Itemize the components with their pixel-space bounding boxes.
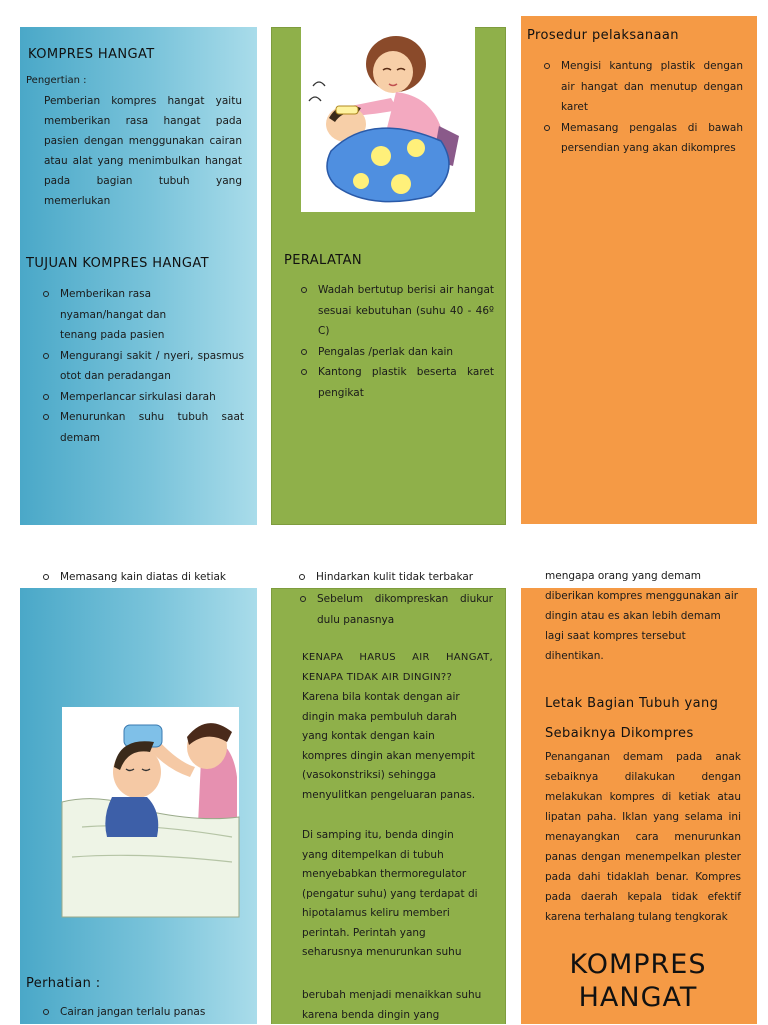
pengertian-text: Pemberian kompres hangat yaitu memberikan rasa hangat pada pasien dengan menggunakan cairan atau alat yang menimbulkan hangat pada bagian tubuh yang memerlukan [44,95,242,207]
list-item: Mengisi kantung plastik dengan air hangat dan menutup dengan karet [539,56,743,118]
reason-paragraph-3: berubah menjadi menaikkan suhu karena benda dingin yang [302,989,482,1021]
question-heading: KENAPA HARUS AIR HANGAT, KENAPA TIDAK AIR DINGIN?? [302,652,493,683]
big-title: KOMPRES HANGAT [569,949,707,1013]
peralatan-title: PERALATAN [284,253,363,268]
prosedur-title: Prosedur pelaksanaan [527,28,679,43]
letak-text: Penanganan demam pada anak sebaiknya dilakukan dengan melakukan kompres di ketiak atau lipatan paha. Iklan yang selama ini menayangkan cara menurunkan panas dengan menempelkan plester pada dahi tidaklah benar. Kompres pada daerah kepala tidak efektif karena terhalang tulang tengkorak [545,751,741,923]
tujuan-list [38,284,244,448]
list-item: Pengalas /perlak dan kain [296,342,494,363]
sebelum-list [295,589,493,630]
list-item: Memasang kain diatas di ketiak [38,567,252,608]
tujuan-title: TUJUAN KOMPRES HANGAT [26,256,209,271]
list-item: Sebelum dikompreskan diukur dulu panasnya [295,589,493,630]
reason-paragraph-2: Di samping itu, benda dingin yang ditempelkan di tubuh menyebabkan thermoregulator (pengatur suhu) yang terdapat di hipotalamus keliru memberi perintah. Perintah yang seharusnya menurunkan suhu [302,829,478,958]
perhatian-title: Perhatian : [26,976,101,991]
perhatian-list [38,1002,244,1023]
panel-caution [20,588,257,1024]
cold-compress-text: mengapa orang yang demam diberikan kompres menggunakan air dingin atau es akan lebih demam lagi saat kompres tersebut dihentikan. [545,570,739,662]
panel-procedure [521,16,757,524]
pengertian-label: Pengertian : [26,75,87,86]
letak-title: Letak Bagian Tubuh yang Sebaiknya Dikompres [545,696,719,741]
list-item: Wadah bertutup berisi air hangat sesuai kebutuhan (suhu 40 - 46º C) [296,280,494,342]
hindarkan-list [294,567,492,588]
mother-child-icon [301,26,475,212]
panel-equipment [271,27,506,525]
nurse-patient-icon [62,707,239,917]
list-item: Mengurangi sakit / nyeri, spasmus otot dan peradangan [38,346,244,387]
list-item: Memperlancar sirkulasi darah [38,387,244,408]
mother-child-illustration [301,26,475,212]
list-item: Memasang pengalas di bawah persendian yang akan dikompres [539,118,743,159]
nurse-patient-illustration [62,707,239,917]
panel-location [521,570,757,1024]
list-item: Hindarkan kulit tidak terbakar [294,567,492,588]
list-item: Memberikan rasa nyaman/hangat dan tenang pada pasien [38,284,244,346]
list-item: Menurunkan suhu tubuh saat demam [38,407,244,448]
panel-definition [20,27,257,525]
list-item: Kantong plastik beserta karet pengikat [296,362,494,403]
prosedur-list [539,56,743,159]
main-title: KOMPRES HANGAT [28,47,155,62]
list-item: Cairan jangan terlalu panas [38,1002,244,1023]
reason-paragraph-1: Karena bila kontak dengan air dingin maka pembuluh darah yang kontak dengan kain kompres dingin akan menyempit (vasokonstriksi) sehingga menyulitkan pengeluaran panas. [302,691,476,801]
panel-reason [271,588,506,1024]
peralatan-list [296,280,494,403]
